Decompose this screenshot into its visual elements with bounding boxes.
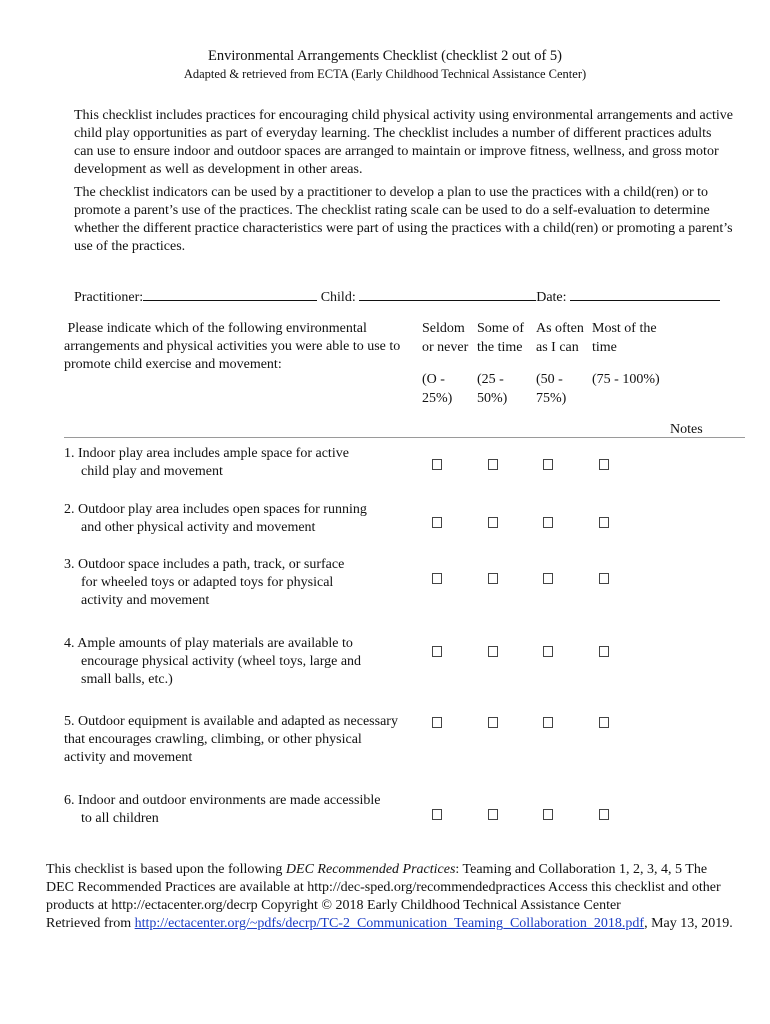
checklist-item-3: 3. Outdoor space includes a path, track, or surface for wheeled toys or adapted toys for physical activity and movement: [64, 557, 345, 608]
checklist-item-2: 2. Outdoor play area includes open spaces for running and other physical activity and movement: [64, 502, 367, 535]
item-4-often-checkbox[interactable]: [543, 646, 553, 657]
item-2-often-checkbox[interactable]: [543, 517, 553, 528]
checklist-item-4: 4. Ample amounts of play materials are available to encourage physical activity (wheel toys, large and small balls, etc.): [64, 636, 362, 687]
date-field[interactable]: [570, 286, 720, 301]
item-5-often-checkbox[interactable]: [543, 717, 553, 728]
item-1-often-checkbox[interactable]: [543, 459, 553, 470]
item-4-most-checkbox[interactable]: [599, 646, 609, 657]
practitioner-label: Practitioner:: [74, 290, 144, 305]
practitioner-field[interactable]: [143, 286, 317, 301]
item-6-some-checkbox[interactable]: [488, 809, 498, 820]
intro-paragraph-1: This checklist includes practices for encouraging child physical activity using environmental arrangements and active child play opportunities as part of everyday learning. The checklist includes a number of different practices adults can use to ensure indoor and outdoor spaces are arranged to maintain or improve fitness, wellness, and gross motor development as well as development in other areas.: [74, 108, 733, 177]
date-label: Date:: [536, 290, 567, 305]
item-5-some-checkbox[interactable]: [488, 717, 498, 728]
dec-practices-title: DEC Recommended Practices: [285, 862, 456, 877]
item-5-seldom-checkbox[interactable]: [432, 717, 442, 728]
column-header-seldom: Seldom or never: [422, 321, 469, 355]
column-header-most: Most of the time: [592, 321, 657, 355]
item-4-seldom-checkbox[interactable]: [432, 646, 442, 657]
item-4-some-checkbox[interactable]: [488, 646, 498, 657]
notes-label: Notes: [670, 422, 703, 437]
checklist-item-5: 5. Outdoor equipment is available and adapted as necessary that encourages crawling, climbing, or other physical activity and movement: [64, 714, 398, 765]
column-range-most: (75 - 100%): [592, 372, 660, 387]
column-header-some: Some of the time: [477, 321, 525, 355]
source-link[interactable]: http://ectacenter.org/~pdfs/decrp/TC-2_Communication_Teaming_Collaboration_2018.pdf: [134, 916, 645, 931]
item-6-most-checkbox[interactable]: [599, 809, 609, 820]
item-5-most-checkbox[interactable]: [599, 717, 609, 728]
item-1-seldom-checkbox[interactable]: [432, 459, 442, 470]
intro-paragraph-2: The checklist indicators can be used by a practitioner to develop a plan to use the practices with a child(ren) or to promote a parent’s use of the practices. The checklist rating scale can be used to do a self-evaluation to determine whether the different practice characteristics were part of using the practices with a child(ren) or promoting a parent’s use of the practices.: [74, 185, 733, 254]
rating-question: Please indicate which of the following environmental arrangements and physical activities you were able to use to promote child exercise and movement:: [64, 321, 401, 372]
info-fields-row: [74, 286, 720, 307]
item-1-some-checkbox[interactable]: [488, 459, 498, 470]
child-field[interactable]: [359, 286, 536, 301]
page-subtitle: Adapted & retrieved from ECTA (Early Childhood Technical Assistance Center): [183, 67, 587, 81]
footer-citation: This checklist is based upon the following DEC Recommended Practices: Teaming and Collaboration 1, 2, 3, 4, 5 The DEC Recommended Practices are available at http://dec-sped.org/recommendedpractices Access this checklist and other products at http://ectacenter.org/decrp Copyright © 2018 Early Childhood Technical Assistance Center Retrieved from http://ectacenter.org/~pdfs/decrp/TC-2_Communication_Teaming_Collaboration_2018.pdf, May 13, 2019.: [46, 862, 733, 931]
item-3-often-checkbox[interactable]: [543, 573, 553, 584]
column-header-often: As often as I can: [536, 321, 584, 355]
notes-divider: [64, 437, 745, 438]
column-range-some: (25 - 50%): [477, 372, 508, 406]
item-3-most-checkbox[interactable]: [599, 573, 609, 584]
child-label: Child:: [320, 290, 356, 305]
item-3-seldom-checkbox[interactable]: [432, 573, 442, 584]
column-range-often: (50 - 75%): [536, 372, 567, 406]
item-2-some-checkbox[interactable]: [488, 517, 498, 528]
item-1-most-checkbox[interactable]: [599, 459, 609, 470]
checklist-item-1: 1. Indoor play area includes ample space for active child play and movement: [64, 446, 349, 479]
item-2-most-checkbox[interactable]: [599, 517, 609, 528]
column-range-seldom: (O - 25%): [422, 372, 453, 406]
item-6-often-checkbox[interactable]: [543, 809, 553, 820]
checklist-item-6: 6. Indoor and outdoor environments are made accessible to all children: [64, 793, 381, 826]
item-2-seldom-checkbox[interactable]: [432, 517, 442, 528]
item-6-seldom-checkbox[interactable]: [432, 809, 442, 820]
page-title: Environmental Arrangements Checklist (checklist 2 out of 5): [208, 48, 562, 64]
item-3-some-checkbox[interactable]: [488, 573, 498, 584]
